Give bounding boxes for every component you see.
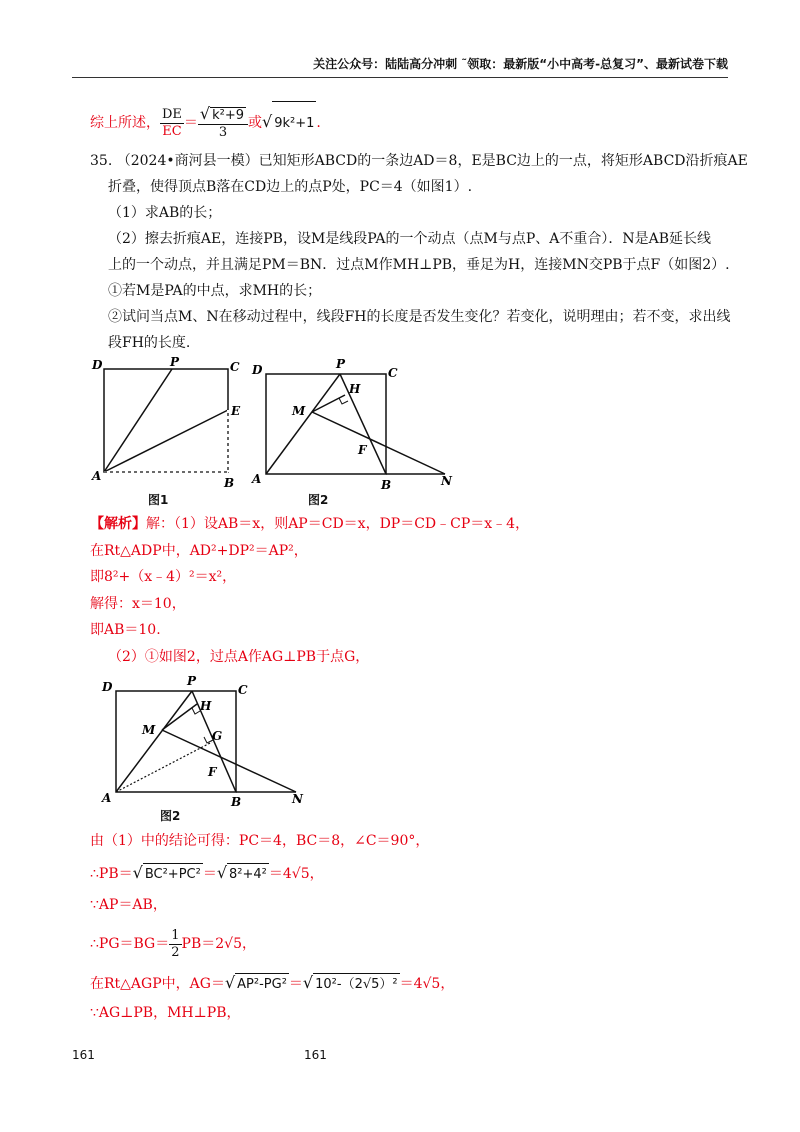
solution-tag: 【解析】 xyxy=(90,516,146,532)
root-bc-pc: BC²+PC² xyxy=(143,863,203,886)
root-8-4: 8²+4² xyxy=(227,863,269,886)
figure-1 xyxy=(90,355,250,505)
figure-3 xyxy=(96,672,306,812)
fig3-label-c: C xyxy=(238,683,248,697)
fig2-line-ap xyxy=(266,374,340,474)
question-2c: ①若M是PA的中点，求MH的长； xyxy=(108,283,322,299)
or-word: 或 xyxy=(248,115,263,131)
sqrt2: 9k²+1 xyxy=(272,101,316,146)
eq-sign-2: ＝ xyxy=(288,976,303,992)
summary-prefix: 综上所述， xyxy=(90,115,160,131)
fig3-line-ap xyxy=(116,691,192,792)
figure-2 xyxy=(250,355,460,495)
fig1-label-e: E xyxy=(231,404,241,418)
fig3-dashed-ag xyxy=(116,742,212,792)
fig2-line-pb xyxy=(340,374,386,474)
frac-den: EC xyxy=(162,123,182,139)
fig3-right-angle-h xyxy=(192,708,200,714)
solution-line-5: 即AB＝10. xyxy=(90,622,161,638)
fig3-label-b: B xyxy=(231,795,242,809)
pb-prefix: ∴PB＝ xyxy=(90,866,133,882)
frac-num: DE xyxy=(162,106,182,122)
sqrt1: k²+9 xyxy=(212,107,245,123)
page-number-center: 161 xyxy=(304,1048,327,1062)
root-10-2sqrt5: 10²-（2√5）² xyxy=(313,973,399,996)
fig2-label-h: H xyxy=(349,382,361,396)
fig1-line-ae xyxy=(104,410,228,472)
fig3-label-a: A xyxy=(102,791,112,805)
solution-line-9: ∵AP＝AB， xyxy=(90,897,167,913)
fig3-label-n: N xyxy=(292,792,303,806)
fig3-label-g: G xyxy=(212,729,223,743)
fig2-label-c: C xyxy=(388,366,398,380)
solution-line-2: 在Rt△ADP中，AD²+DP²＝AP²， xyxy=(90,543,308,559)
fig3-label-p: P xyxy=(187,674,197,688)
solution-line-10 xyxy=(90,924,256,964)
page-header: 关注公众号：陆陆高分冲刺 ˜领取：最新版“小中高考-总复习”、最新试卷下载 xyxy=(72,55,728,78)
end-dot: . xyxy=(316,115,321,131)
fig1-line-ap xyxy=(104,369,172,472)
solution-s1: 解：（1）设AB＝x，则AP＝CD＝x，DP＝CD﹣CP＝x﹣4， xyxy=(146,516,530,532)
half-num: 1 xyxy=(171,927,180,943)
question-2e: 段FH的长度. xyxy=(108,335,191,351)
problem-text-1: （2024•商河县一模）已知矩形ABCD的一条边AD＝8，E是BC边上的一点，将矩形ABCD沿折痕AE xyxy=(116,153,748,169)
question-2a: （2）擦去折痕AE，连接PB，设M是线段PA的一个动点（点M与点P、A不重合）．N是AB延长线 xyxy=(108,231,712,247)
problem-number: 35. xyxy=(90,153,113,169)
fig2-label-p: P xyxy=(336,357,346,371)
fig2-label-a: A xyxy=(252,472,262,486)
fig1-label-a: A xyxy=(92,469,102,483)
solution-line-7: 由（1）中的结论可得：PC＝4，BC＝8，∠C＝90°， xyxy=(90,833,430,849)
fig1-label-d: D xyxy=(92,358,103,372)
fig3-label-h: H xyxy=(200,699,212,713)
fig3-line-mn xyxy=(162,730,296,792)
fig3-label-f: F xyxy=(208,765,217,779)
fig2-label-m: M xyxy=(292,404,306,418)
solution-line-8: ∴PB＝√ BC²+PC² ＝√ 8²+4² ＝4√5， xyxy=(90,862,324,886)
fig2-right-angle xyxy=(339,398,348,404)
fig3-caption: 图2 xyxy=(160,809,181,823)
fig1-label-p: P xyxy=(170,355,180,369)
sqrt-fraction: $\frac{\text{√ k²+9}}{3}$ xyxy=(198,106,248,141)
question-2b: 上的一个动点，并且满足PM＝BN．过点M作MH⊥PB，垂足为H，连接MN交PB于点F（如图2）. xyxy=(108,257,730,273)
fig2-line-mn xyxy=(312,412,445,474)
de-ec-fraction xyxy=(160,107,184,140)
page-number-left: 161 xyxy=(72,1048,95,1062)
solution-line-6: （2）①如图2，过点A作AG⊥PB于点G， xyxy=(108,649,370,665)
fig2-label-n: N xyxy=(441,474,452,488)
root-ap-pg: AP²-PG² xyxy=(235,973,289,996)
problem-line-1 xyxy=(90,150,748,172)
fig2-line-mh xyxy=(312,395,345,412)
ag-result: ＝4√5， xyxy=(399,976,455,992)
problem-line-2: 折叠，使得顶点B落在CD边上的点P处，PC＝4（如图1）. xyxy=(108,179,473,195)
den1: 3 xyxy=(218,124,228,140)
fig1-label-b: B xyxy=(224,476,235,490)
fig2-label-f: F xyxy=(358,443,367,457)
prev-summary: 综上所述， $\frac{DE}{EC}$ ＝ $\frac{\text{√ k²+9}}{3}$ 或√ 9k²+1 . xyxy=(90,100,321,144)
fig3-label-d: D xyxy=(102,680,113,694)
fig2-caption: 图2 xyxy=(308,493,329,507)
fig1-label-c: C xyxy=(230,360,240,374)
fig2-rectangle xyxy=(266,374,386,474)
solution-line-4: 解得：x＝10， xyxy=(90,596,186,612)
pg-result: PB＝2√5， xyxy=(181,936,256,952)
fig2-label-b: B xyxy=(381,478,392,492)
ag-prefix: 在Rt△AGP中，AG＝ xyxy=(90,976,225,992)
question-2d: ②试问当点M、N在移动过程中，线段FH的长度是否发生变化？若变化，说明理由；若不变，求出线 xyxy=(108,309,731,325)
fig1-caption: 图1 xyxy=(148,493,169,507)
half-fraction xyxy=(169,928,181,961)
eq: ＝ xyxy=(183,115,198,131)
pg-prefix: ∴PG＝BG＝ xyxy=(90,936,170,952)
solution-line-11: 在Rt△AGP中，AG＝√ AP²-PG² ＝√ 10²-（2√5）² ＝4√5， xyxy=(90,972,454,996)
fig1-rectangle xyxy=(104,369,228,472)
half-den: 2 xyxy=(171,944,180,960)
fig3-label-m: M xyxy=(142,723,156,737)
pb-result: ＝4√5， xyxy=(268,866,324,882)
solution-line-12: ∵AG⊥PB，MH⊥PB， xyxy=(90,1005,241,1021)
solution-line-3: 即8²+（x﹣4）²＝x²， xyxy=(90,569,237,585)
solution-line-1 xyxy=(90,513,529,535)
eq-sign: ＝ xyxy=(202,866,217,882)
question-1: （1）求AB的长； xyxy=(108,205,222,221)
fig2-label-d: D xyxy=(252,363,263,377)
